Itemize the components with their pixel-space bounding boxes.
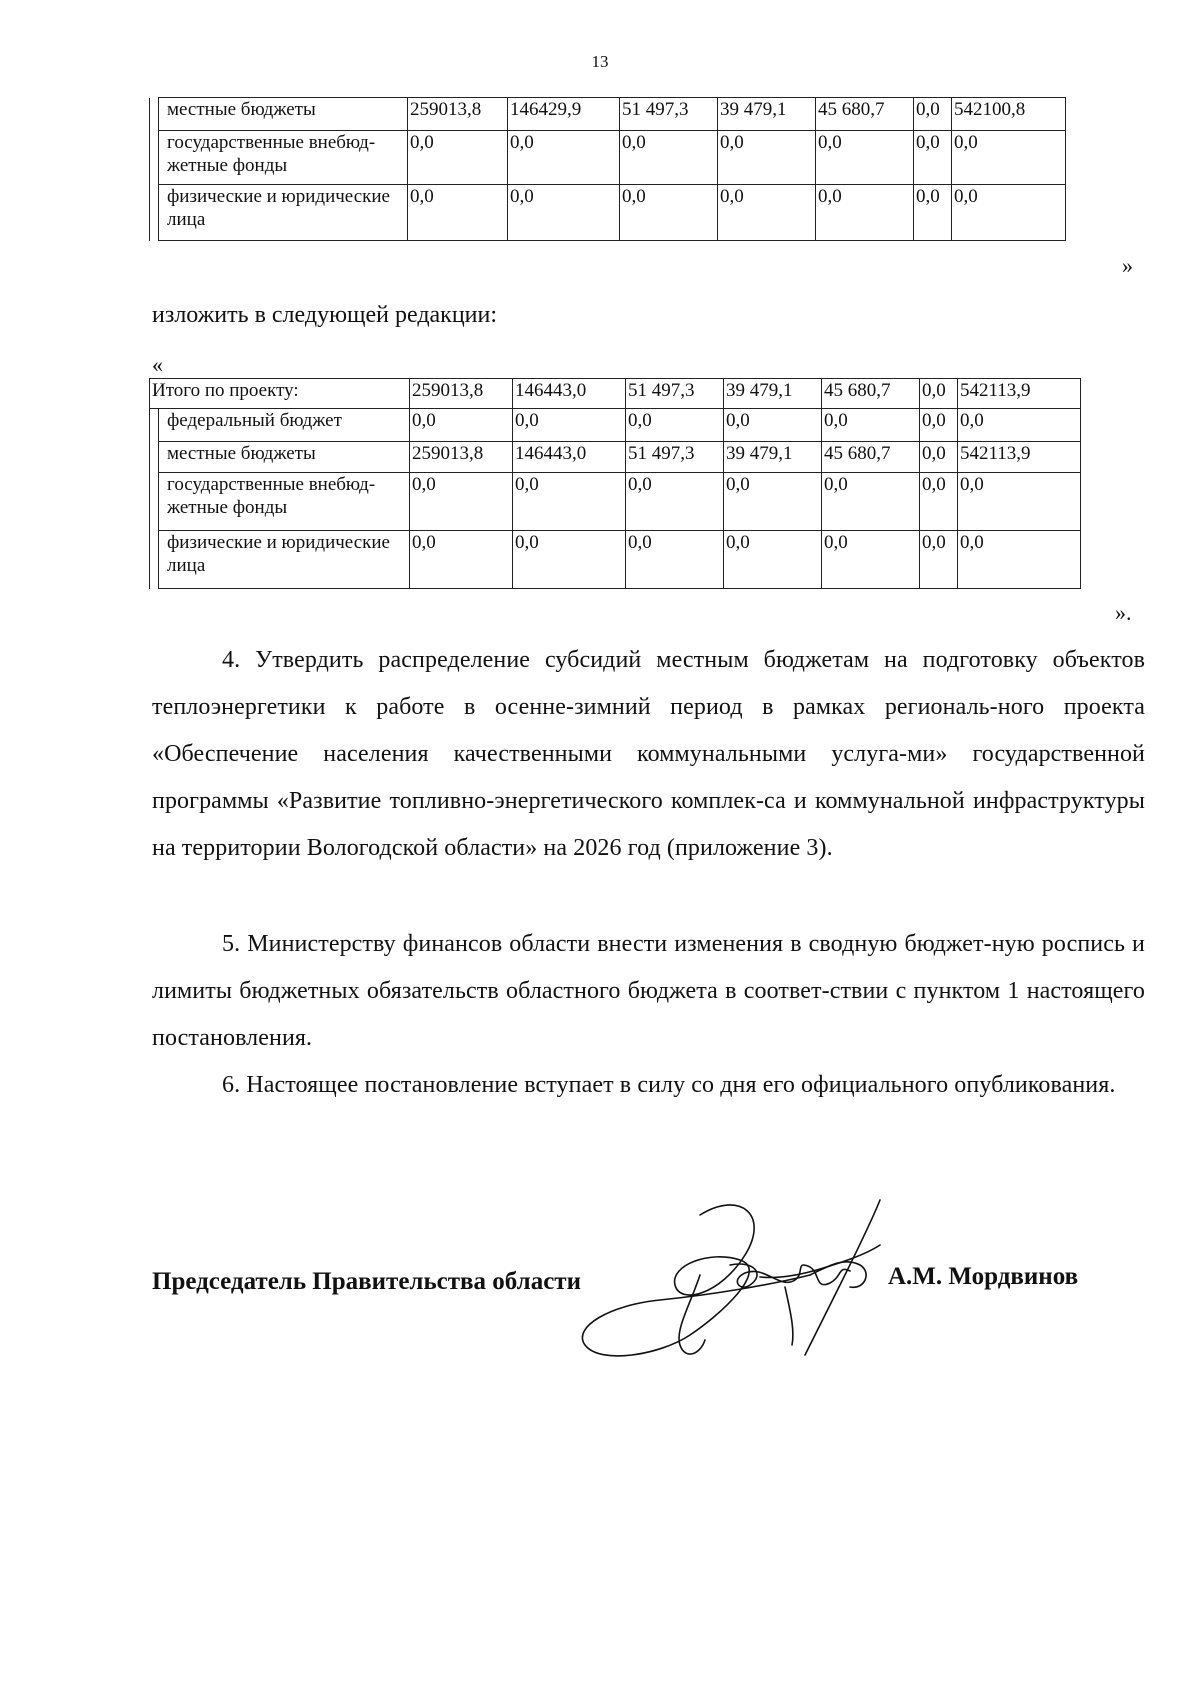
cell: 0,0: [920, 473, 958, 531]
signatory-name: А.М. Мордвинов: [888, 1263, 1079, 1290]
cell: 0,0: [822, 473, 920, 531]
cell: 146443,0: [513, 442, 626, 473]
cell: 0,0: [920, 379, 958, 409]
cell: 0,0: [914, 185, 952, 241]
cell: 0,0: [410, 531, 513, 589]
cell: 0,0: [513, 531, 626, 589]
cell: 0,0: [718, 131, 816, 185]
table-row: [150, 473, 1081, 531]
cell: 0,0: [920, 531, 958, 589]
cell: 51 497,3: [626, 442, 724, 473]
row-name: государственные внебюд-жетные фонды: [159, 131, 408, 185]
cell: 0,0: [816, 185, 914, 241]
cell: 0,0: [952, 131, 1066, 185]
cell: 0,0: [626, 473, 724, 531]
cell: 0,0: [513, 409, 626, 442]
cell: 39 479,1: [724, 442, 822, 473]
cell: 0,0: [822, 409, 920, 442]
paragraph-4: 4. Утвердить распределение субсидий местным бюджетам на подготовку объектов теплоэнергетики к работе в осенне-зимний период в рамках региональ-ного проекта «Обеспечение населения качественными коммунальными услуга-ми» государственной программы «Развитие топливно-энергетического комплек-са и коммунальной инфраструктуры на территории Вологодской области» на 2026 год (приложение 3).: [152, 647, 1145, 861]
paragraph-5: 5. Министерству финансов области внести изменения в сводную бюджет-ную роспись и лимиты бюджетных обязательств областного бюджета в соответ-ствии с пунктом 1 настоящего постановления.: [152, 931, 1145, 1051]
cell: 51 497,3: [626, 379, 724, 409]
table-total-row: [150, 379, 1081, 409]
cell: 0,0: [920, 442, 958, 473]
table-row: [150, 409, 1081, 442]
cell: 45 680,7: [822, 442, 920, 473]
cell: 0,0: [508, 131, 620, 185]
opening-quote: «: [152, 352, 163, 377]
handwritten-signature: [580, 1195, 940, 1395]
row-name: государственные внебюд-жетные фонды: [159, 473, 410, 531]
cell: 0,0: [410, 409, 513, 442]
table-row: [150, 98, 1066, 131]
row-name: местные бюджеты: [159, 442, 410, 473]
cell: 0,0: [620, 185, 718, 241]
cell: 0,0: [408, 185, 508, 241]
table-row: [150, 185, 1066, 241]
cell: 0,0: [410, 473, 513, 531]
cell: 0,0: [822, 531, 920, 589]
row-name: физические и юридические лица: [159, 185, 408, 241]
cell: 542113,9: [958, 379, 1081, 409]
cell: 259013,8: [410, 379, 513, 409]
table-row: [150, 531, 1081, 589]
table-row: [150, 442, 1081, 473]
cell: 0,0: [626, 409, 724, 442]
row-name: Итого по проекту:: [150, 379, 410, 409]
table-new-version: [149, 378, 1081, 589]
cell: 259013,8: [410, 442, 513, 473]
cell: 51 497,3: [620, 98, 718, 131]
cell: 542100,8: [952, 98, 1066, 131]
cell: 0,0: [724, 409, 822, 442]
cell: 0,0: [958, 531, 1081, 589]
cell: 45 680,7: [822, 379, 920, 409]
cell: 0,0: [920, 409, 958, 442]
closing-quote: »: [1122, 253, 1133, 278]
cell: 0,0: [508, 185, 620, 241]
cell: 45 680,7: [816, 98, 914, 131]
cell: 39 479,1: [718, 98, 816, 131]
cell: 0,0: [952, 185, 1066, 241]
cell: 0,0: [958, 473, 1081, 531]
cell: 0,0: [513, 473, 626, 531]
cell: 0,0: [914, 98, 952, 131]
cell: 542113,9: [958, 442, 1081, 473]
row-name: местные бюджеты: [159, 98, 408, 131]
cell: 259013,8: [408, 98, 508, 131]
table-previous-version: [149, 97, 1066, 241]
cell: 0,0: [724, 473, 822, 531]
cell: 0,0: [914, 131, 952, 185]
closing-quote: ».: [1115, 600, 1132, 625]
cell: 0,0: [620, 131, 718, 185]
intro-text: изложить в следующей редакции:: [152, 302, 498, 328]
table-row: [150, 131, 1066, 185]
paragraph-6: 6. Настоящее постановление вступает в силу со дня его официального опубликования.: [222, 1072, 1116, 1098]
signatory-title: Председатель Правительства области: [152, 1268, 581, 1295]
cell: 39 479,1: [724, 379, 822, 409]
cell: 146443,0: [513, 379, 626, 409]
cell: 0,0: [816, 131, 914, 185]
row-name: физические и юридические лица: [159, 531, 410, 589]
cell: 0,0: [408, 131, 508, 185]
cell: 0,0: [718, 185, 816, 241]
cell: 0,0: [626, 531, 724, 589]
page-number: 13: [591, 52, 609, 71]
cell: 0,0: [958, 409, 1081, 442]
cell: 146429,9: [508, 98, 620, 131]
cell: 0,0: [724, 531, 822, 589]
row-name: федеральный бюджет: [159, 409, 410, 442]
